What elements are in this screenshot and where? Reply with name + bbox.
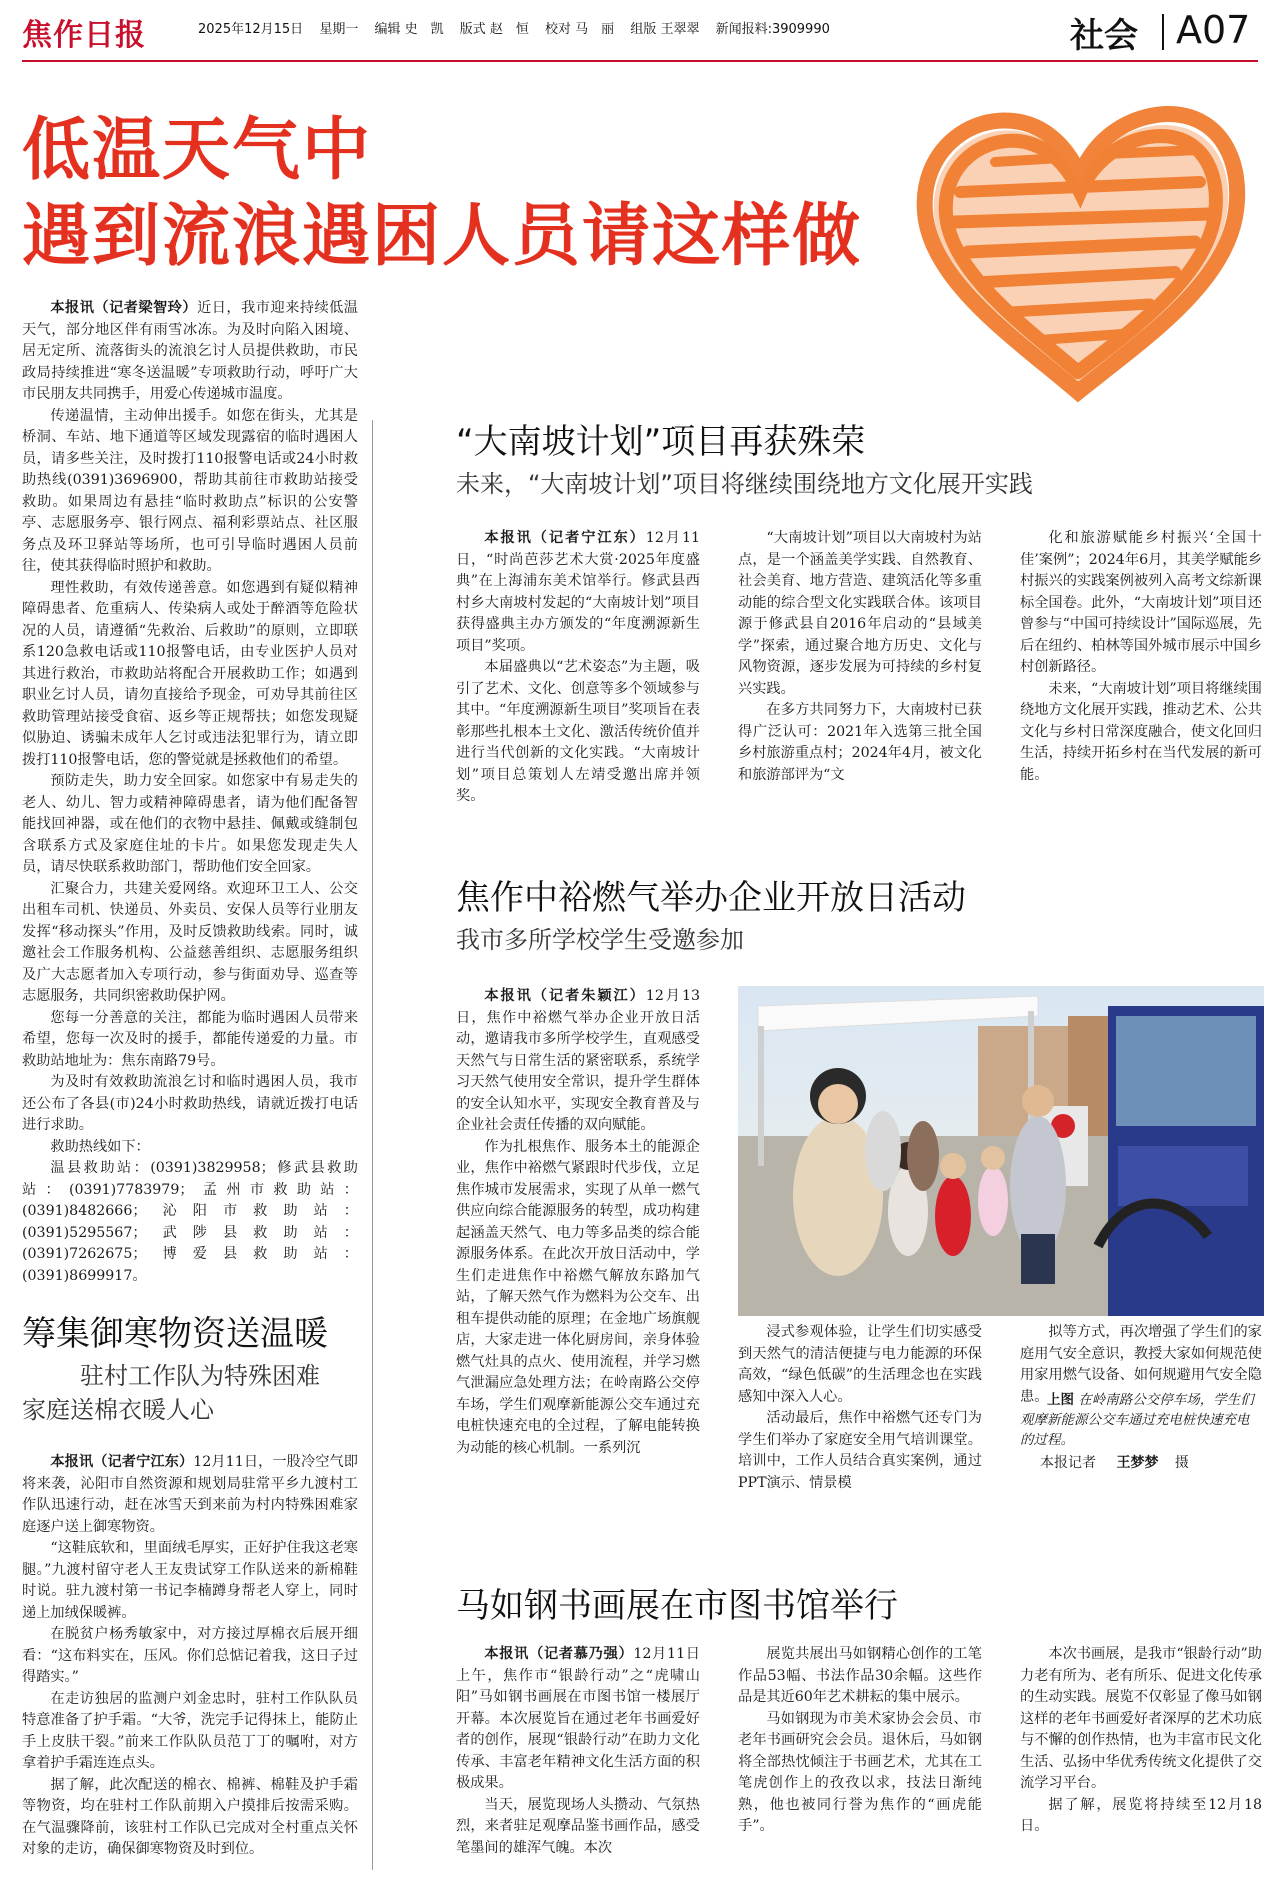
article4-subhead-line1: 驻村工作队为特殊困难 [80, 1362, 320, 1390]
newspaper-logo: 焦作日报 [22, 18, 146, 53]
article3-col2 [738, 1322, 982, 1494]
lead-paragraph: 预防走失，助力安全回家。如您家中有易走失的老人、幼儿、智力或精神障碍患者，请为他们配备智能找回神器，或在他们的衣物中悬挂、佩戴或缝制包含联系方式及家庭住址的卡片。如果您发现走失人员，请尽快联系救助部门，帮助他们安全回家。 [22, 773, 358, 875]
article3-paragraph: 作为扎根焦作、服务本土的能源企业，焦作中裕燃气紧跟时代步伐，立足焦作城市发展需求，实现了从单一燃气供应向综合能源服务的转型，成功构建起涵盖天然气、电力等多品类的综合能源服务体系。在此次开放日活动中，学生们走进焦作中裕燃气解放东路加气站，了解天然气作为燃料为公交车、出租车提供动能的原理；在金地广场旗舰店，大家走进一体化厨房间，亲身体验燃气灶具的点火、使用流程，并学习燃气泄漏应急处理方法；在岭南路公交停车场，学生们观摩新能源公交车通过充电桩快速充电的全过程，了解电能转换为动能的核心机制。一系列沉 [456, 1138, 700, 1456]
article3-paragraph: 活动最后，焦作中裕燃气还专门为学生们举办了家庭安全用气培训课堂。培训中，工作人员结合真实案例，通过PPT演示、情景模 [738, 1410, 982, 1491]
article3-paragraph: 本报讯（记者朱颖江）12月13日，焦作中裕燃气举办企业开放日活动，邀请我市多所学校学生，直观感受天然气与日常生活的紧密联系，系统学习天然气使用安全常识，提升学生群体的安全认知水平，实现安全教育普及与企业社会责任传播的双向赋能。 [456, 988, 700, 1133]
article5-paragraph: 据了解，展览将持续至12月18日。 [1020, 1796, 1262, 1834]
article4-subhead-line2: 家庭送棉衣暖人心 [22, 1396, 214, 1424]
article2-col1 [456, 528, 700, 808]
article2-paragraph: 本报讯（记者宁江东）12月11日，“时尚芭莎艺术大赏·2025年度盛典”在上海浦东美术馆举行。修武县西村乡大南坡村发起的“大南坡计划”项目获得盛典主办方颁发的“年度溯源新生项目”奖项。 [456, 530, 700, 654]
article2-subhead: 未来，“大南坡计划”项目将继续围绕地方文化展开实践 [456, 470, 1033, 498]
lead-paragraph: 本报讯（记者梁智玲）近日，我市迎来持续低温天气，部分地区伴有雨雪冰冻。为及时向陷入困境、居无定所、流落街头的流浪乞讨人员提供救助，市民政局持续推进“寒冬送温暖”专项救助行动，呼吁广大市民朋友共同携手，用爱心传递城市温度。 [22, 300, 358, 402]
article4-body [22, 1452, 358, 1861]
article2-paragraph: 在多方共同努力下，大南坡村已获得广泛认可：2021年入选第三批全国乡村旅游重点村；2024年4月，被文化和旅游部评为“文 [738, 702, 982, 783]
lead-paragraph: 传递温情，主动伸出援手。如您在街头，尤其是桥洞、车站、地下通道等区域发现露宿的临时遇困人员，请多些关注，及时拨打110报警电话或24小时救助热线(0391)3696900，帮助其前往市救助站接受救助。如果周边有悬挂“临时救助点”标识的公安警亭、志愿服务亭、银行网点、福利彩票站点、社区服务点及环卫驿站等场所，也可引导临时遇困人员前往，使其获得临时照护和救助。 [22, 407, 358, 574]
article3-headline: 焦作中裕燃气举办企业开放日活动 [456, 878, 966, 918]
hotline-list: 温县救助站：(0391)3829958；修武县救助站：(0391)7783979；孟州市救助站：(0391)8482666；沁阳市救助站：(0391)5295567；武陟县救助站：(0391)7262675；博爱县救助站：(0391)8699917。 [22, 1160, 358, 1284]
section-name: 社会 [1070, 16, 1138, 56]
article4-paragraph: 在走访独居的监测户刘金忠时，驻村工作队队员特意准备了护手霜。“大爷，洗完手记得抹上，能防止手上皮肤干裂。”前来工作队队员范丁丁的嘱咐，对方拿着护手霜连连点头。 [22, 1690, 358, 1771]
article4-paragraph: 本报讯（记者宁江东）12月11日，一股冷空气即将来袭，沁阳市自然资源和规划局驻常平乡九渡村工作队迅速行动，赶在冰雪天到来前为村内特殊困难家庭逐户送上御寒物资。 [22, 1454, 358, 1535]
lead-paragraph: 汇聚合力，共建关爱网络。欢迎环卫工人、公交出租车司机、快递员、外卖员、安保人员等行业朋友发挥“移动探头”作用，及时反馈救助线索。同时，诚邀社会工作服务机构、公益慈善组织、志愿服务组织及广大志愿者加入专项行动，参与街面劝导、巡查等志愿服务，共同织密救助保护网。 [22, 880, 358, 1004]
article2-paragraph: 未来，“大南坡计划”项目将继续围绕地方文化展开实践，推动艺术、公共文化与乡村日常深度融合，使文化回归生活，持续开拓乡村在当代发展的新可能。 [1020, 680, 1262, 783]
masthead [0, 0, 1280, 60]
photo-caption [1020, 1390, 1262, 1450]
article2-col3 [1020, 528, 1262, 786]
lead-article-body [22, 298, 358, 1287]
photo-credit [1040, 1452, 1189, 1472]
article3-subhead: 我市多所学校学生受邀参加 [456, 926, 744, 954]
caption-text: 在岭南路公交停车场，学生们观摩新能源公交车通过充电桩快速充电的过程。 [1020, 1392, 1254, 1448]
article3-col1 [456, 986, 700, 1459]
article4-paragraph: “这鞋底软和，里面绒毛厚实，正好护住我这老寒腿。”九渡村留守老人王友贵试穿工作队送来的新棉鞋时说。驻九渡村第一书记李楠蹲身帮老人穿上，同时递上加绒保暖裤。 [22, 1540, 358, 1621]
masthead-rule [22, 60, 1258, 62]
article4-headline: 筹集御寒物资送温暖 [22, 1314, 328, 1354]
article3-paragraph: 浸式参观体验，让学生们切实感受到天然气的清洁便捷与电力能源的环保高效，“绿色低碳”的生活理念也在实践感知中深入人心。 [738, 1324, 982, 1405]
article5-paragraph: 马如钢现为市美术家协会会员、市老年书画研究会会员。退休后，马如钢将全部热忱倾注于书画艺术，尤其在工笔虎创作上的孜孜以求，技法日渐纯熟，他也被同行誉为焦作的“画虎能手”。 [738, 1710, 982, 1834]
article5-col2 [738, 1644, 982, 1838]
lead-paragraph: 理性救助，有效传递善意。如您遇到有疑似精神障碍患者、危重病人、传染病人或处于醉酒等危险状况的人员，请遵循“先救治、后救助”的原则，立即联系120急救电话或110报警电话，由专业医护人员对其进行救治，市救助站将配合开展救助工作；如遇到职业乞讨人员，请勿直接给予现金，可劝导其前往区救助管理站接受食宿、返乡等正规帮扶；如您发现疑似胁迫、诱骗未成年人乞讨或违法犯罪行为，请立即拨打110报警电话，您的警觉就是拯救他们的希望。 [22, 579, 358, 768]
page-number: A07 [1176, 8, 1251, 52]
article2-paragraph: “大南坡计划”项目以大南坡村为站点，是一个涵盖美学实践、自然教育、社会美育、地方营造、建筑活化等多重动能的综合型文化实践联合体。该项目源于修武县自2016年启动的“县域美学”探索，通过聚合地方历史、文化与风物资源，逐步发展为可持续的乡村复兴实践。 [738, 530, 982, 697]
section-divider [1162, 14, 1164, 50]
lead-paragraph: 救助热线如下： [50, 1138, 150, 1155]
heart-illustration [900, 92, 1260, 422]
issue-weekday: 星期一 [319, 22, 359, 37]
editor-credit: 编辑 史 凯 [374, 22, 444, 37]
masthead-info [198, 18, 842, 37]
proof-credit: 校对 马 丽 [545, 22, 615, 37]
lead-headline-line1: 低温天气中 [22, 111, 373, 190]
article5-paragraph: 当天，展览现场人头攒动、气氛热烈，来者驻足观摩品鉴书画作品，感受笔墨间的雄浑气魄。本次 [456, 1796, 700, 1856]
lead-headline [22, 108, 862, 280]
news-hotline: 新闻报料:3909990 [715, 22, 830, 37]
article5-headline: 马如钢书画展在市图书馆举行 [456, 1586, 898, 1626]
article4-paragraph: 在脱贫户杨秀敏家中，对方接过厚棉衣后展开细看：“这布料实在，压风。你们总惦记着我，这日子过得踏实。” [22, 1626, 358, 1685]
article5-paragraph: 展览共展出马如钢精心创作的工笔作品53幅、书法作品30余幅。这些作品是其近60年艺术耕耘的集中展示。 [738, 1646, 982, 1705]
photo-credit-suffix: 摄 [1174, 1455, 1189, 1471]
article5-col3 [1020, 1644, 1262, 1838]
group-credit: 组版 王翠翠 [630, 22, 700, 37]
article5-paragraph: 本次书画展，是我市“银龄行动”助力老有所为、老有所乐、促进文化传承的生动实践。展览不仅彰显了像马如钢这样的老年书画爱好者深厚的艺术功底与不懈的创作热情，也为丰富市民文化生活、弘扬中华优秀传统文化提供了交流学习平台。 [1020, 1646, 1262, 1791]
article2-headline: “大南坡计划”项目再获殊荣 [456, 422, 866, 462]
column-divider [372, 420, 373, 1870]
photo-credit-role: 本报记者 [1040, 1455, 1096, 1471]
lead-paragraph: 您每一分善意的关注，都能为临时遇困人员带来希望，您每一次及时的援手，都能传递爱的力量。市救助站地址为：焦东南路79号。 [22, 1009, 358, 1069]
article4-paragraph: 据了解，此次配送的棉衣、棉裤、棉鞋及护手霜等物资，均在驻村工作队前期入户摸排后按需采购。在气温骤降前，该驻村工作队已完成对全村重点关怀对象的走访，确保御寒物资及时到位。 [22, 1776, 358, 1857]
news-photo [738, 986, 1264, 1316]
article5-paragraph: 本报讯（记者慕乃强）12月11日上午，焦作市“银龄行动”之“虎啸山阳”马如钢书画展在市图书馆一楼展厅开幕。本次展览旨在通过老年书画爱好者的创作，展现“银龄行动”在助力文化传承、丰富老年精神文化生活方面的积极成果。 [456, 1646, 700, 1791]
lead-byline: 本报讯（记者梁智玲） [50, 300, 198, 316]
photo-credit-name: 王梦梦 [1116, 1455, 1159, 1471]
issue-date: 2025年12月15日 [198, 22, 304, 37]
article2-paragraph: 本届盛典以“艺术姿态”为主题，吸引了艺术、文化、创意等多个领域参与其中。“年度溯源新生项目”奖项旨在表彰那些扎根本土文化、激活传统价值并进行当代创新的文化实践。“大南坡计划”项目总策划人左靖受邀出席并领奖。 [456, 659, 700, 804]
article5-col1 [456, 1644, 700, 1859]
layout-credit: 版式 赵 恒 [459, 22, 529, 37]
lead-paragraph: 为及时有效救助流浪乞讨和临时遇困人员，我市还公布了各县(市)24小时救助热线，请就近拨打电话进行求助。 [22, 1074, 358, 1133]
article2-col2 [738, 528, 982, 786]
article3-paragraph: 拟等方式，再次增强了学生们的家庭用气安全意识，教授大家如何规范使用家用燃气设备、如何规避用气安全隐患。 [1020, 1324, 1262, 1405]
caption-label: 上图 [1047, 1392, 1074, 1408]
lead-headline-line2: 遇到流浪遇困人员请这样做 [22, 197, 863, 276]
article2-paragraph: 化和旅游赋能乡村振兴‘全国十佳’案例”；2024年6月，其美学赋能乡村振兴的实践案例被列入高考文综新课标全国卷。此外，“大南坡计划”项目还曾参与“中国可持续设计”国际巡展，先后在纽约、柏林等国外城市展示中国乡村创新路径。 [1020, 530, 1262, 675]
